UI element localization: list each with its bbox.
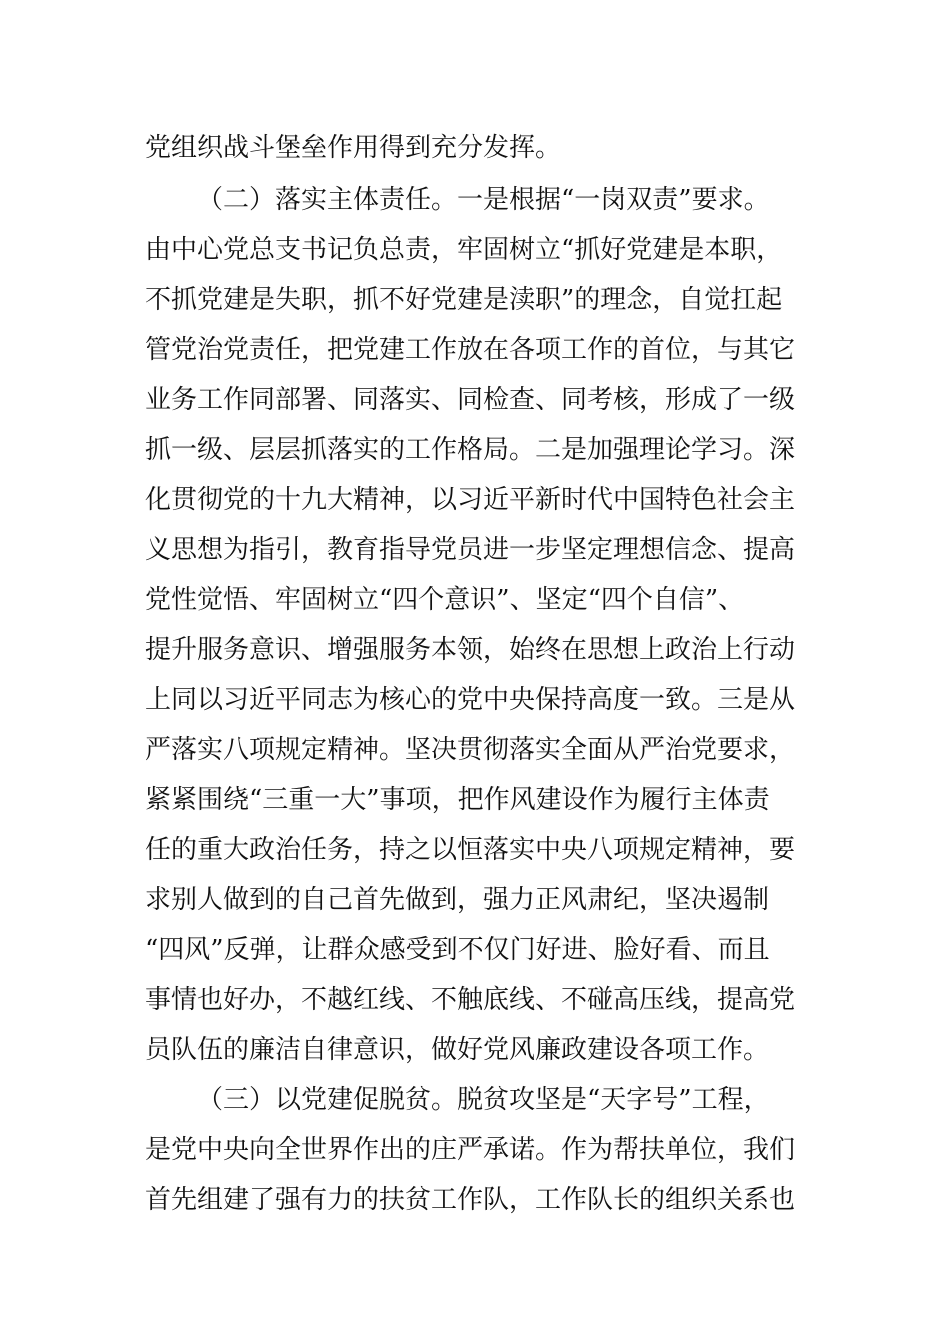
text-line: 严落实八项规定精神。坚决贯彻落实全面从严治党要求， (145, 735, 796, 765)
text-line: 管党治党责任，把党建工作放在各项工作的首位，与其它 (145, 335, 796, 365)
text-line: 事情也好办，不越红线、不触底线、不碰高压线，提高党 (145, 985, 796, 1015)
text-line: 由中心党总支书记负总责，牢固树立“抓好党建是本职， (145, 235, 783, 265)
text-line: 紧紧围绕“三重一大”事项，把作风建设作为履行主体责 (145, 785, 770, 815)
text-line: 是党中央向全世界作出的庄严承诺。作为帮扶单位，我们 (145, 1135, 796, 1165)
text-line: 员队伍的廉洁自律意识，做好党风廉政建设各项工作。 (145, 1035, 770, 1065)
text-line: 抓一级、层层抓落实的工作格局。二是加强理论学习。深 (145, 435, 796, 465)
text-line: 提升服务意识、增强服务本领，始终在思想上政治上行动 (145, 635, 796, 665)
text-line: 化贯彻党的十九大精神，以习近平新时代中国特色社会主 (145, 485, 796, 515)
text-line: 上同以习近平同志为核心的党中央保持高度一致。三是从 (145, 685, 796, 715)
section-heading-line: （三）以党建促脱贫。脱贫攻坚是“天字号”工程， (197, 1085, 770, 1115)
text-line: 首先组建了强有力的扶贫工作队，工作队长的组织关系也 (145, 1185, 796, 1215)
text-line: 任的重大政治任务，持之以恒落实中央八项规定精神，要 (145, 835, 796, 865)
text-line: “四风”反弹，让群众感受到不仅门好进、脸好看、而且 (145, 935, 770, 965)
text-line: 业务工作同部署、同落实、同检查、同考核，形成了一级 (145, 385, 796, 415)
text-line: 不抓党建是失职，抓不好党建是渎职”的理念，自觉扛起 (145, 285, 783, 315)
text-line: 党组织战斗堡垒作用得到充分发挥。 (145, 133, 562, 163)
section-heading-line: （二）落实主体责任。一是根据“一岗双责”要求。 (197, 185, 770, 215)
text-line: 求别人做到的自己首先做到，强力正风肃纪，坚决遏制 (145, 885, 770, 915)
text-line: 党性觉悟、牢固树立“四个意识”、坚定“四个自信”、 (145, 585, 745, 615)
text-line: 义思想为指引，教育指导党员进一步坚定理想信念、提高 (145, 535, 796, 565)
